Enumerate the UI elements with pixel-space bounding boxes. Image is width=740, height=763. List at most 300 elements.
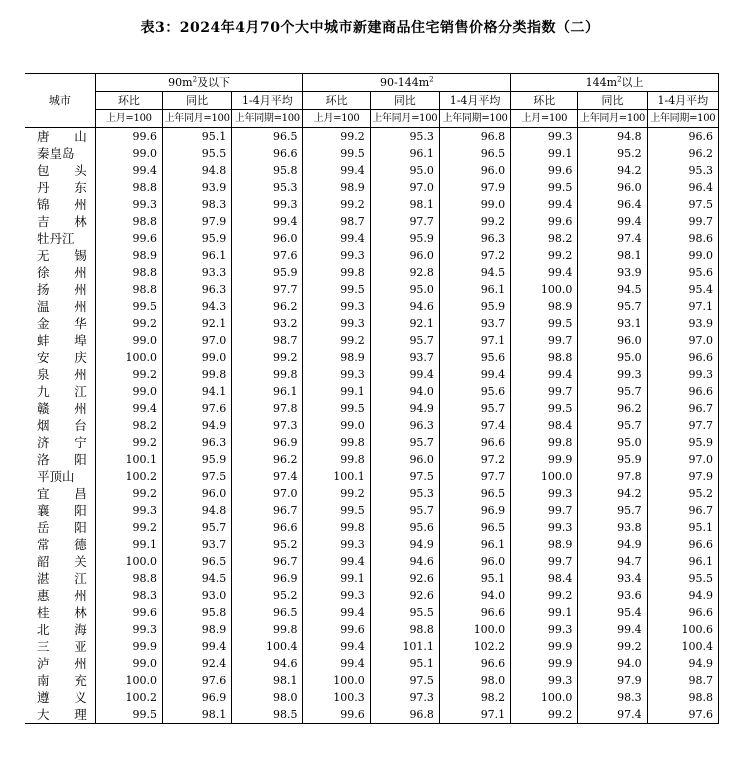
index-value-cell: 95.6 xyxy=(439,383,510,400)
index-value-cell: 96.6 xyxy=(647,349,718,366)
index-value-cell: 99.2 xyxy=(578,638,647,655)
index-value-cell: 99.9 xyxy=(511,451,578,468)
city-name-cell xyxy=(25,706,95,724)
index-value-cell: 92.1 xyxy=(162,315,231,332)
city-name: 桂 林 xyxy=(37,604,87,620)
index-value-cell: 95.7 xyxy=(370,502,439,519)
index-value-cell: 99.3 xyxy=(95,621,162,638)
index-value-cell: 95.9 xyxy=(162,451,231,468)
index-value-cell: 95.7 xyxy=(370,434,439,451)
index-value-cell: 95.3 xyxy=(370,128,439,146)
table-row xyxy=(25,485,719,502)
index-value-cell: 99.9 xyxy=(511,638,578,655)
index-value-cell: 95.1 xyxy=(162,128,231,146)
table-row xyxy=(25,706,719,724)
base-same-period-last-year: 上年同期=100 xyxy=(232,110,303,128)
index-value-cell: 99.5 xyxy=(511,179,578,196)
index-value-cell: 92.6 xyxy=(370,570,439,587)
index-value-cell: 95.2 xyxy=(647,485,718,502)
index-value-cell: 96.9 xyxy=(439,502,510,519)
index-value-cell: 100.0 xyxy=(95,553,162,570)
city-name: 烟 台 xyxy=(37,417,87,433)
city-name: 宜 昌 xyxy=(37,485,87,501)
index-value-cell: 94.5 xyxy=(578,281,647,298)
index-value-cell: 100.0 xyxy=(511,689,578,706)
index-value-cell: 97.9 xyxy=(439,179,510,196)
city-name-cell xyxy=(25,230,95,247)
table-row xyxy=(25,672,719,689)
index-value-cell: 98.9 xyxy=(511,298,578,315)
city-name: 泉 州 xyxy=(37,366,87,382)
index-value-cell: 96.2 xyxy=(578,400,647,417)
index-value-cell: 98.1 xyxy=(370,196,439,213)
index-value-cell: 99.8 xyxy=(162,366,231,383)
index-value-cell: 99.3 xyxy=(303,587,370,604)
index-value-cell: 97.4 xyxy=(439,417,510,434)
index-value-cell: 99.8 xyxy=(303,434,370,451)
index-value-cell: 99.3 xyxy=(303,366,370,383)
index-value-cell: 96.4 xyxy=(578,196,647,213)
index-value-cell: 95.6 xyxy=(370,519,439,536)
index-value-cell: 96.6 xyxy=(439,604,510,621)
index-value-cell: 96.6 xyxy=(439,655,510,672)
index-value-cell: 99.4 xyxy=(95,162,162,179)
index-value-cell: 99.1 xyxy=(95,536,162,553)
table-row xyxy=(25,451,719,468)
index-value-cell: 95.9 xyxy=(439,298,510,315)
index-value-cell: 99.3 xyxy=(232,196,303,213)
index-value-cell: 99.1 xyxy=(511,604,578,621)
table-row xyxy=(25,434,719,451)
index-value-cell: 100.4 xyxy=(232,638,303,655)
group-header-below-90: $90m^2$及以下 xyxy=(95,74,303,92)
city-name: 泸 州 xyxy=(37,655,87,671)
index-value-cell: 95.0 xyxy=(578,434,647,451)
table-row xyxy=(25,145,719,162)
index-value-cell: 95.9 xyxy=(578,451,647,468)
table-body xyxy=(25,128,719,724)
city-name: 韶 关 xyxy=(37,553,87,569)
city-name-cell xyxy=(25,485,95,502)
index-value-cell: 99.4 xyxy=(370,366,439,383)
city-name: 蚌 埠 xyxy=(37,332,87,348)
index-value-cell: 94.5 xyxy=(162,570,231,587)
index-value-cell: 99.6 xyxy=(303,621,370,638)
index-value-cell: 99.2 xyxy=(95,485,162,502)
index-value-cell: 97.0 xyxy=(647,451,718,468)
table-row xyxy=(25,468,719,485)
index-value-cell: 99.3 xyxy=(511,485,578,502)
index-value-cell: 99.3 xyxy=(303,298,370,315)
index-value-cell: 99.4 xyxy=(303,604,370,621)
index-value-cell: 98.6 xyxy=(647,230,718,247)
index-value-cell: 96.5 xyxy=(232,604,303,621)
table-row xyxy=(25,536,719,553)
index-value-cell: 99.1 xyxy=(303,570,370,587)
index-value-cell: 98.9 xyxy=(303,349,370,366)
index-value-cell: 96.0 xyxy=(578,332,647,349)
base-same-month-last-year: 上年同月=100 xyxy=(578,110,647,128)
city-name-cell xyxy=(25,536,95,553)
index-value-cell: 94.7 xyxy=(578,553,647,570)
index-value-cell: 99.3 xyxy=(95,502,162,519)
subheader-mom: 环比 xyxy=(303,92,370,110)
index-value-cell: 100.2 xyxy=(95,689,162,706)
city-name: 洛 阳 xyxy=(37,451,87,467)
city-name-cell xyxy=(25,213,95,230)
table-row xyxy=(25,179,719,196)
city-name-cell xyxy=(25,179,95,196)
city-name: 包 头 xyxy=(37,162,87,178)
index-value-cell: 99.1 xyxy=(303,383,370,400)
index-value-cell: 99.8 xyxy=(232,366,303,383)
index-value-cell: 99.2 xyxy=(511,247,578,264)
index-value-cell: 98.7 xyxy=(303,213,370,230)
table-title: 表3：2024年4月70个大中城市新建商品住宅销售价格分类指数（二） xyxy=(140,20,600,36)
index-value-cell: 98.9 xyxy=(162,621,231,638)
index-value-cell: 97.9 xyxy=(578,672,647,689)
index-value-cell: 99.3 xyxy=(511,672,578,689)
index-value-cell: 100.1 xyxy=(303,468,370,485)
index-value-cell: 99.2 xyxy=(95,519,162,536)
index-value-cell: 97.7 xyxy=(439,468,510,485)
subheader-ytd-avg: 1-4月平均 xyxy=(232,92,303,110)
group-header-90-144: $90-144m^2$ xyxy=(303,74,511,92)
index-value-cell: 99.2 xyxy=(511,706,578,724)
index-value-cell: 97.2 xyxy=(439,247,510,264)
index-value-cell: 99.5 xyxy=(95,706,162,724)
index-value-cell: 97.2 xyxy=(439,451,510,468)
index-value-cell: 95.1 xyxy=(370,655,439,672)
index-value-cell: 93.6 xyxy=(578,587,647,604)
index-value-cell: 99.8 xyxy=(232,621,303,638)
index-value-cell: 99.2 xyxy=(95,315,162,332)
index-value-cell: 95.9 xyxy=(162,230,231,247)
index-value-cell: 95.4 xyxy=(578,604,647,621)
index-value-cell: 96.2 xyxy=(232,451,303,468)
index-value-cell: 99.7 xyxy=(511,332,578,349)
index-value-cell: 100.3 xyxy=(303,689,370,706)
index-value-cell: 99.2 xyxy=(303,196,370,213)
index-value-cell: 96.5 xyxy=(439,519,510,536)
city-name-cell xyxy=(25,672,95,689)
index-value-cell: 95.5 xyxy=(647,570,718,587)
index-value-cell: 95.0 xyxy=(370,162,439,179)
city-column-header: 城市 xyxy=(25,74,95,128)
index-value-cell: 94.0 xyxy=(370,383,439,400)
index-value-cell: 94.8 xyxy=(162,162,231,179)
index-value-cell: 97.6 xyxy=(162,672,231,689)
index-value-cell: 97.9 xyxy=(162,213,231,230)
city-name: 九 江 xyxy=(37,383,87,399)
index-value-cell: 95.8 xyxy=(232,162,303,179)
index-value-cell: 97.0 xyxy=(647,332,718,349)
index-value-cell: 93.2 xyxy=(232,315,303,332)
index-value-cell: 99.2 xyxy=(303,128,370,146)
index-value-cell: 99.0 xyxy=(647,247,718,264)
index-value-cell: 99.3 xyxy=(95,196,162,213)
city-name-cell xyxy=(25,366,95,383)
table-row xyxy=(25,570,719,587)
index-value-cell: 96.1 xyxy=(439,536,510,553)
index-value-cell: 98.8 xyxy=(95,179,162,196)
index-value-cell: 94.0 xyxy=(439,587,510,604)
city-name: 无 锡 xyxy=(37,247,87,263)
index-value-cell: 99.0 xyxy=(95,655,162,672)
index-value-cell: 95.0 xyxy=(370,281,439,298)
index-value-cell: 99.4 xyxy=(511,264,578,281)
index-value-cell: 95.6 xyxy=(647,264,718,281)
city-name-cell xyxy=(25,145,95,162)
index-value-cell: 97.5 xyxy=(370,468,439,485)
table-row xyxy=(25,230,719,247)
index-value-cell: 95.7 xyxy=(370,332,439,349)
index-value-cell: 99.4 xyxy=(95,400,162,417)
index-value-cell: 98.2 xyxy=(511,230,578,247)
base-same-period-last-year: 上年同期=100 xyxy=(439,110,510,128)
index-value-cell: 97.0 xyxy=(232,485,303,502)
index-value-cell: 97.6 xyxy=(647,706,718,724)
index-value-cell: 96.3 xyxy=(162,281,231,298)
index-value-cell: 97.1 xyxy=(439,706,510,724)
index-value-cell: 93.0 xyxy=(162,587,231,604)
city-name: 秦 皇 岛 xyxy=(37,145,75,161)
index-value-cell: 95.7 xyxy=(439,400,510,417)
index-value-cell: 94.1 xyxy=(162,383,231,400)
city-name-cell xyxy=(25,434,95,451)
index-value-cell: 99.8 xyxy=(511,434,578,451)
index-value-cell: 96.5 xyxy=(232,128,303,146)
index-value-cell: 95.7 xyxy=(578,417,647,434)
index-value-cell: 99.4 xyxy=(303,638,370,655)
index-value-cell: 99.3 xyxy=(303,247,370,264)
index-value-cell: 99.4 xyxy=(303,553,370,570)
index-value-cell: 99.5 xyxy=(95,298,162,315)
index-value-cell: 98.0 xyxy=(232,689,303,706)
index-value-cell: 99.6 xyxy=(511,213,578,230)
subheader-mom: 环比 xyxy=(95,92,162,110)
city-name: 吉 林 xyxy=(37,213,87,229)
table-row xyxy=(25,281,719,298)
index-value-cell: 98.5 xyxy=(232,706,303,724)
city-name: 唐 山 xyxy=(37,128,87,144)
index-value-cell: 100.0 xyxy=(439,621,510,638)
base-same-month-last-year: 上年同月=100 xyxy=(162,110,231,128)
table-row xyxy=(25,502,719,519)
city-name: 安 庆 xyxy=(37,349,87,365)
index-value-cell: 93.7 xyxy=(370,349,439,366)
index-value-cell: 95.2 xyxy=(232,536,303,553)
index-value-cell: 95.2 xyxy=(578,145,647,162)
city-name-cell xyxy=(25,383,95,400)
city-name-cell xyxy=(25,196,95,213)
index-value-cell: 96.4 xyxy=(647,179,718,196)
index-value-cell: 99.8 xyxy=(303,264,370,281)
index-value-cell: 99.8 xyxy=(303,519,370,536)
index-value-cell: 95.8 xyxy=(162,604,231,621)
index-value-cell: 98.1 xyxy=(162,706,231,724)
index-value-cell: 102.2 xyxy=(439,638,510,655)
city-name-cell xyxy=(25,315,95,332)
city-name-cell xyxy=(25,162,95,179)
city-name: 温 州 xyxy=(37,298,87,314)
index-value-cell: 96.6 xyxy=(439,434,510,451)
index-value-cell: 94.9 xyxy=(647,587,718,604)
table-row xyxy=(25,349,719,366)
index-value-cell: 98.1 xyxy=(232,672,303,689)
table-row xyxy=(25,604,719,621)
table-row xyxy=(25,298,719,315)
index-value-cell: 99.6 xyxy=(95,128,162,146)
index-value-cell: 100.0 xyxy=(511,281,578,298)
subheader-ytd-avg: 1-4月平均 xyxy=(439,92,510,110)
table-row xyxy=(25,621,719,638)
index-value-cell: 99.8 xyxy=(303,451,370,468)
subheader-yoy: 同比 xyxy=(162,92,231,110)
index-value-cell: 96.0 xyxy=(370,451,439,468)
index-value-cell: 99.0 xyxy=(439,196,510,213)
index-value-cell: 98.4 xyxy=(511,417,578,434)
index-value-cell: 96.1 xyxy=(232,383,303,400)
city-name-cell xyxy=(25,128,95,146)
index-value-cell: 99.3 xyxy=(578,366,647,383)
index-value-cell: 99.6 xyxy=(95,230,162,247)
index-value-cell: 99.5 xyxy=(303,145,370,162)
index-value-cell: 96.5 xyxy=(439,145,510,162)
index-value-cell: 99.5 xyxy=(511,315,578,332)
index-value-cell: 97.7 xyxy=(647,417,718,434)
index-value-cell: 97.4 xyxy=(578,230,647,247)
index-value-cell: 96.0 xyxy=(232,230,303,247)
index-value-cell: 92.1 xyxy=(370,315,439,332)
index-value-cell: 99.4 xyxy=(578,621,647,638)
index-value-cell: 99.4 xyxy=(303,655,370,672)
index-value-cell: 93.3 xyxy=(162,264,231,281)
index-value-cell: 93.9 xyxy=(162,179,231,196)
index-value-cell: 96.7 xyxy=(647,400,718,417)
index-value-cell: 96.6 xyxy=(647,128,718,146)
index-value-cell: 95.5 xyxy=(370,604,439,621)
city-name-cell xyxy=(25,689,95,706)
index-value-cell: 100.6 xyxy=(647,621,718,638)
table-row xyxy=(25,655,719,672)
city-name: 丹 东 xyxy=(37,179,87,195)
index-value-cell: 93.1 xyxy=(578,315,647,332)
index-value-cell: 96.9 xyxy=(162,689,231,706)
index-value-cell: 99.3 xyxy=(303,536,370,553)
index-value-cell: 94.0 xyxy=(578,655,647,672)
base-prev-month: 上月=100 xyxy=(95,110,162,128)
index-value-cell: 97.9 xyxy=(647,468,718,485)
index-value-cell: 97.0 xyxy=(370,179,439,196)
index-value-cell: 99.7 xyxy=(511,553,578,570)
index-value-cell: 98.3 xyxy=(95,587,162,604)
city-name: 北 海 xyxy=(37,621,87,637)
table-row xyxy=(25,264,719,281)
index-value-cell: 93.9 xyxy=(647,315,718,332)
index-value-cell: 96.1 xyxy=(647,553,718,570)
index-value-cell: 94.8 xyxy=(162,502,231,519)
index-value-cell: 96.1 xyxy=(162,247,231,264)
city-name: 济 宁 xyxy=(37,434,87,450)
index-value-cell: 93.4 xyxy=(578,570,647,587)
table-row xyxy=(25,196,719,213)
index-value-cell: 94.3 xyxy=(162,298,231,315)
index-value-cell: 96.3 xyxy=(439,230,510,247)
subheader-mom: 环比 xyxy=(511,92,578,110)
index-value-cell: 94.2 xyxy=(578,162,647,179)
index-value-cell: 93.9 xyxy=(578,264,647,281)
table-row xyxy=(25,383,719,400)
base-same-month-last-year: 上年同月=100 xyxy=(370,110,439,128)
index-value-cell: 98.8 xyxy=(95,570,162,587)
index-value-cell: 94.6 xyxy=(232,655,303,672)
index-value-cell: 93.8 xyxy=(578,519,647,536)
index-value-cell: 99.6 xyxy=(95,604,162,621)
city-name: 襄 阳 xyxy=(37,502,87,518)
index-value-cell: 99.2 xyxy=(439,213,510,230)
index-value-cell: 94.5 xyxy=(439,264,510,281)
index-value-cell: 93.7 xyxy=(162,536,231,553)
index-value-cell: 99.4 xyxy=(162,638,231,655)
index-value-cell: 97.5 xyxy=(370,672,439,689)
index-value-cell: 95.7 xyxy=(578,298,647,315)
index-value-cell: 99.4 xyxy=(578,213,647,230)
index-value-cell: 98.1 xyxy=(578,247,647,264)
base-prev-month: 上月=100 xyxy=(511,110,578,128)
index-value-cell: 97.7 xyxy=(232,281,303,298)
index-value-cell: 99.7 xyxy=(511,502,578,519)
index-value-cell: 92.6 xyxy=(370,587,439,604)
index-value-cell: 99.5 xyxy=(303,400,370,417)
index-value-cell: 99.0 xyxy=(95,332,162,349)
index-value-cell: 92.4 xyxy=(162,655,231,672)
city-name-cell xyxy=(25,400,95,417)
city-name: 湛 江 xyxy=(37,570,87,586)
table-row xyxy=(25,689,719,706)
index-value-cell: 99.4 xyxy=(511,366,578,383)
city-name: 三 亚 xyxy=(37,638,87,654)
table-row xyxy=(25,417,719,434)
index-value-cell: 99.2 xyxy=(511,587,578,604)
index-value-cell: 97.8 xyxy=(232,400,303,417)
city-name: 大 理 xyxy=(37,706,87,722)
city-name-cell xyxy=(25,655,95,672)
city-name: 锦 州 xyxy=(37,196,87,212)
index-value-cell: 96.8 xyxy=(439,128,510,146)
index-value-cell: 96.2 xyxy=(232,298,303,315)
index-value-cell: 97.6 xyxy=(232,247,303,264)
city-name-cell xyxy=(25,349,95,366)
index-value-cell: 95.9 xyxy=(370,230,439,247)
index-value-cell: 97.4 xyxy=(578,706,647,724)
index-value-cell: 99.9 xyxy=(511,655,578,672)
index-value-cell: 94.9 xyxy=(578,536,647,553)
table-row xyxy=(25,162,719,179)
index-value-cell: 99.0 xyxy=(95,383,162,400)
index-value-cell: 99.1 xyxy=(511,145,578,162)
city-name-cell xyxy=(25,298,95,315)
index-value-cell: 98.9 xyxy=(511,536,578,553)
index-value-cell: 99.3 xyxy=(511,621,578,638)
city-name: 岳 阳 xyxy=(37,519,87,535)
city-name-cell xyxy=(25,519,95,536)
index-value-cell: 95.9 xyxy=(232,264,303,281)
index-value-cell: 98.8 xyxy=(95,213,162,230)
index-value-cell: 100.2 xyxy=(95,468,162,485)
table-row xyxy=(25,587,719,604)
table-row xyxy=(25,128,719,146)
